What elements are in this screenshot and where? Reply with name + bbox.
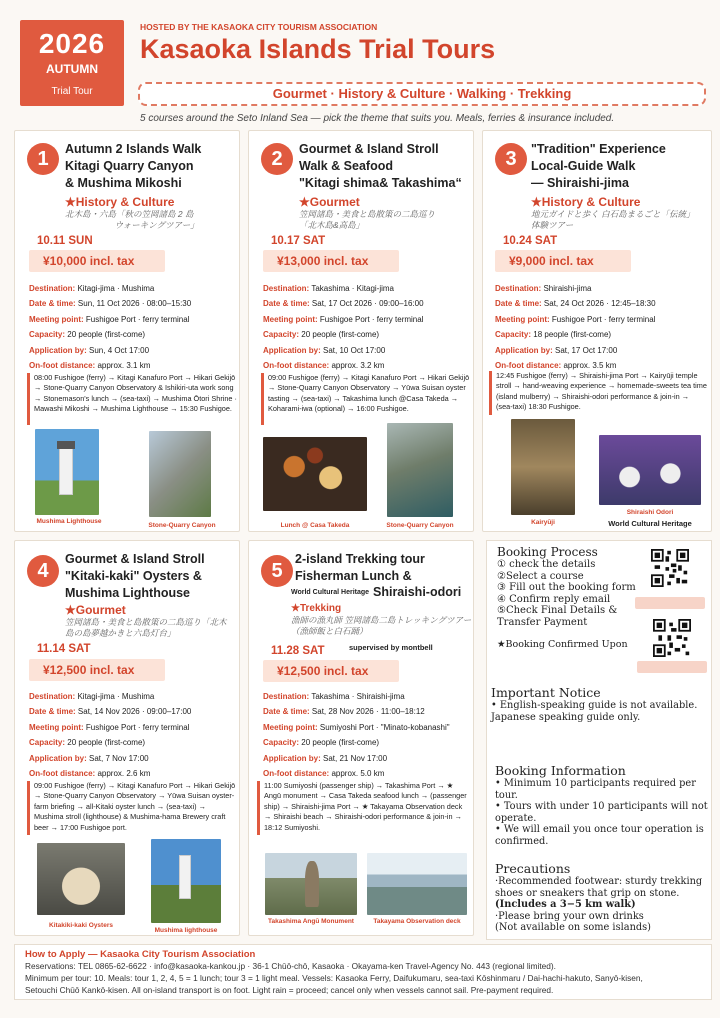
photo-caption: Shiraishi Odori bbox=[626, 509, 674, 516]
photo-caption-heritage: World Cultural Heritage bbox=[608, 519, 692, 528]
precaution-line: shoes or sneakers that grip on stone. bbox=[495, 887, 680, 899]
tour-details bbox=[495, 281, 707, 373]
distance-value: approx. 5.0 km bbox=[331, 769, 385, 779]
tour-title-jp: 笠岡諸島・美食と島散策の二島巡り「北木 島の島夢越かきと六島灯台」 bbox=[65, 617, 227, 638]
application-label: Application by: bbox=[29, 753, 87, 763]
tour-theme: ★Trekking bbox=[291, 603, 342, 614]
capacity-label: Capacity: bbox=[495, 330, 532, 340]
footer-heading: How to Apply — Kasaoka City Tourism Association bbox=[25, 949, 256, 960]
capacity-value: 20 people (first-come) bbox=[67, 738, 146, 748]
tour-number: 1 bbox=[27, 143, 59, 175]
application-value: Sat, 21 Nov 17:00 bbox=[323, 753, 388, 763]
tour-card-5 bbox=[248, 540, 474, 936]
heritage-label: World Cultural Heritage bbox=[291, 589, 370, 596]
theme-bar: Gourmet · History & Culture · Walking · Trekking bbox=[138, 82, 706, 106]
tour-details bbox=[29, 281, 237, 373]
meeting-value: Sumiyoshi Port · "Minato-kobanashi" bbox=[319, 722, 450, 732]
tour-price: ¥13,000 incl. tax bbox=[263, 250, 399, 272]
info-line: tour. bbox=[495, 789, 518, 801]
photo-caption: Takayama Observation deck bbox=[373, 918, 461, 925]
info-line: • We will email you once tour operation is bbox=[495, 824, 704, 836]
tour-itinerary: 12:45 Fushigoe (ferry) → Shiraishi-jima Port → Kairyūji temple stroll → hand-weaving experience → homemade-sweets tea time (island mulberry) → Shiraishi-odori performance & join-in → (sea-taxi) 18:30 Fushigoe. bbox=[489, 371, 707, 415]
precaution-line: ·Recommended footwear: sturdy trekking bbox=[495, 876, 703, 887]
qr-label-bar bbox=[635, 597, 705, 609]
tour-theme: ★History & Culture bbox=[531, 195, 641, 209]
tour-date: 11.28 SAT bbox=[271, 645, 325, 657]
datetime-label: Date & time: bbox=[263, 299, 310, 309]
meeting-value: Fushigoe Port · ferry terminal bbox=[319, 314, 424, 324]
photo-lighthouse-2 bbox=[151, 839, 221, 923]
booking-step: ⑤Check Final Details & bbox=[497, 605, 618, 617]
photo-canyon bbox=[387, 423, 453, 517]
tour-details bbox=[263, 281, 471, 373]
datetime-label: Date & time: bbox=[29, 299, 76, 309]
tour-title-highlight: Shiraishi-odori bbox=[373, 585, 462, 599]
distance-label: On-foot distance: bbox=[29, 361, 96, 371]
datetime-value: Sat, 14 Nov 2026 · 09:00–17:00 bbox=[77, 707, 192, 717]
datetime-value: Sat, 28 Nov 2026 · 11:00–18:12 bbox=[311, 707, 425, 717]
meeting-value: Fushigoe Port · ferry terminal bbox=[85, 722, 190, 732]
meeting-label: Meeting point: bbox=[263, 314, 318, 324]
tour-number: 2 bbox=[261, 143, 293, 175]
booking-step: Transfer Payment bbox=[497, 616, 588, 628]
hosted-by: HOSTED BY THE KASAOKA CITY TOURISM ASSOCIATION bbox=[140, 22, 378, 32]
capacity-label: Capacity: bbox=[263, 738, 300, 748]
capacity-value: 20 people (first-come) bbox=[301, 330, 380, 340]
distance-label: On-foot distance: bbox=[263, 361, 330, 371]
info-line: operate. bbox=[495, 812, 537, 824]
footer-how-to-apply bbox=[14, 944, 712, 1000]
year-label: 2026 bbox=[38, 28, 106, 59]
qr-code-icon[interactable] bbox=[651, 549, 689, 587]
notice-title: Important Notice bbox=[491, 685, 601, 700]
capacity-label: Capacity: bbox=[29, 738, 66, 748]
notice-line: Japanese speaking guide only. bbox=[491, 711, 641, 723]
application-label: Application by: bbox=[263, 753, 321, 763]
footer-reservations: Reservations: TEL 0865-62-6622 · info@kasaoka-kankou.jp · 36-1 Chūō-chō, Kasaoka · Okayama-ken Travel-Agency No. 443 (regional limited). bbox=[25, 961, 556, 971]
page-title: Kasaoka Islands Trial Tours bbox=[140, 34, 496, 64]
info-title: Booking Information bbox=[495, 763, 626, 778]
destination-label: Destination: bbox=[495, 284, 542, 293]
tour-details bbox=[263, 689, 471, 781]
tour-price: ¥9,000 incl. tax bbox=[495, 250, 631, 272]
season-label: AUTUMN bbox=[46, 62, 98, 76]
info-line: • Minimum 10 participants required per bbox=[495, 778, 696, 789]
tour-price: ¥10,000 incl. tax bbox=[29, 250, 165, 272]
tour-date: 11.14 SAT bbox=[37, 643, 91, 655]
photo-monument bbox=[265, 853, 357, 915]
destination-label: Destination: bbox=[263, 692, 310, 701]
distance-label: On-foot distance: bbox=[29, 769, 96, 779]
distance-value: approx. 2.6 km bbox=[97, 769, 151, 779]
datetime-label: Date & time: bbox=[495, 299, 542, 309]
application-value: Sat, 17 Oct 17:00 bbox=[555, 345, 618, 355]
datetime-label: Date & time: bbox=[263, 707, 310, 717]
tour-title-jp: 北木島・六島「秋の笠岡諸島 2 島 ウォーキングツアー」 bbox=[65, 209, 199, 230]
tour-price: ¥12,500 incl. tax bbox=[263, 660, 399, 682]
destination-value: Kitagi-jima · Mushima bbox=[77, 284, 155, 293]
meeting-label: Meeting point: bbox=[263, 722, 318, 732]
tour-title: Gourmet & Island Stroll "Kitaki-kaki" Oysters & Mushima Lighthouse bbox=[65, 552, 205, 600]
tour-theme: ★History & Culture bbox=[65, 195, 175, 209]
datetime-value: Sat, 24 Oct 2026 · 12:45–18:30 bbox=[543, 299, 656, 309]
distance-value: approx. 3.1 km bbox=[97, 361, 151, 371]
tour-title: Autumn 2 Islands Walk Kitagi Quarry Canyon & Mushima Mikoshi bbox=[65, 142, 202, 190]
meeting-value: Fushigoe Port · ferry terminal bbox=[551, 314, 656, 324]
supervised-by: supervised by montbell bbox=[349, 643, 433, 652]
tour-date: 10.17 SAT bbox=[271, 235, 326, 247]
destination-value: Shiraishi-jima bbox=[543, 284, 592, 293]
capacity-value: 20 people (first-come) bbox=[67, 330, 146, 340]
booking-steps bbox=[497, 559, 636, 629]
photo-caption: Stone-Quarry Canyon bbox=[386, 522, 454, 529]
destination-value: Kitagi-jima · Mushima bbox=[77, 692, 155, 701]
footer-notes: Setouchi Chūō Kankō-kisen. All on-island transport is on foot. Light rain = proceed; cancel only when vessels cannot sail. Pre-payment required. bbox=[25, 985, 554, 995]
destination-label: Destination: bbox=[263, 284, 310, 293]
tour-title-jp: 笠岡諸島・美食と島散策の二島巡り 「北木島&高島」 bbox=[299, 209, 436, 230]
application-value: Sat, 7 Nov 17:00 bbox=[89, 753, 149, 763]
tour-card-2 bbox=[248, 130, 474, 532]
booking-step: ②Select a course bbox=[497, 570, 584, 582]
distance-value: approx. 3.5 km bbox=[563, 361, 617, 371]
destination-value: Takashima · Shiraishi-jima bbox=[311, 692, 405, 701]
meeting-label: Meeting point: bbox=[29, 314, 84, 324]
capacity-value: 18 people (first-come) bbox=[533, 330, 612, 340]
tour-itinerary: 08:00 Fushigoe (ferry) → Kitagi Kanafuro Port → Hikari Gekijō → Stone-Quarry Canyon Observatory & Ishikiri-uta work song → Stonemason's lunch → (sea-taxi) → Mushima Ōtori Shrine · Mawashi Mikoshi → Mushima Lighthouse → 15:30 Fushigoe. bbox=[27, 373, 237, 425]
application-value: Sat, 10 Oct 17:00 bbox=[323, 345, 386, 355]
precautions bbox=[495, 861, 709, 934]
tour-number: 3 bbox=[495, 143, 527, 175]
datetime-label: Date & time: bbox=[29, 707, 76, 717]
info-panel bbox=[486, 540, 712, 940]
photo-caption: Mushima lighthouse bbox=[154, 927, 218, 934]
meeting-label: Meeting point: bbox=[495, 314, 550, 324]
tour-date: 10.24 SAT bbox=[503, 235, 558, 247]
photo-caption: Takashima Angū Monument bbox=[268, 918, 354, 925]
booking-information bbox=[495, 763, 709, 848]
tour-number: 5 bbox=[261, 555, 293, 587]
capacity-label: Capacity: bbox=[263, 330, 300, 340]
precaution-line: ·Please bring your own drinks bbox=[495, 910, 644, 922]
tour-title: "Tradition" Experience Local-Guide Walk — Shiraishi-jima bbox=[531, 142, 666, 190]
info-line: • Tours with under 10 participants will not bbox=[495, 801, 708, 813]
photo-caption: Mushima Lighthouse bbox=[36, 518, 102, 525]
photo-caption: Kitakiki-kaki Oysters bbox=[49, 922, 113, 929]
meeting-value: Fushigoe Port · ferry terminal bbox=[85, 314, 190, 324]
destination-label: Destination: bbox=[29, 692, 76, 701]
photo-oysters bbox=[37, 843, 125, 915]
photo-caption: Kairyūji bbox=[531, 519, 555, 526]
booking-step: ③ Fill out the booking form bbox=[497, 582, 636, 594]
photo-lunch bbox=[263, 437, 367, 511]
qr-code-icon[interactable] bbox=[653, 619, 691, 657]
photo-observation-deck bbox=[367, 853, 467, 915]
distance-label: On-foot distance: bbox=[495, 361, 562, 371]
datetime-value: Sat, 17 Oct 2026 · 09:00–16:00 bbox=[311, 299, 424, 309]
booking-confirmed: ★Booking Confirmed Upon bbox=[497, 639, 628, 650]
capacity-label: Capacity: bbox=[29, 330, 66, 340]
destination-value: Takashima · Kitagi-jima bbox=[311, 284, 395, 293]
tour-title-jp: 漁師の漁丸師 笠岡諸島二島トレッキングツアー （漁師飯と白石踊） bbox=[291, 615, 472, 636]
booking-process-title: Booking Process bbox=[497, 545, 598, 559]
important-notice bbox=[491, 685, 709, 723]
photo-caption: Stone-Quarry Canyon bbox=[148, 522, 216, 529]
tour-date: 10.11 SUN bbox=[37, 235, 93, 247]
precaution-line: (Includes a 3−5 km walk) bbox=[495, 899, 636, 911]
trial-tour-label: Trial Tour bbox=[51, 86, 93, 97]
tour-details bbox=[29, 689, 237, 781]
distance-label: On-foot distance: bbox=[263, 769, 330, 779]
photo-temple bbox=[511, 419, 575, 515]
application-label: Application by: bbox=[263, 345, 321, 355]
photo-odori bbox=[599, 435, 701, 505]
application-label: Application by: bbox=[29, 345, 87, 355]
precautions-title: Precautions bbox=[495, 861, 571, 876]
distance-value: approx. 3.2 km bbox=[331, 361, 385, 371]
application-value: Sun, 4 Oct 17:00 bbox=[89, 345, 150, 355]
info-line: confirmed. bbox=[495, 835, 549, 847]
footer-notes: Minimum per tour: 10. Meals: tour 1, 2, 4, 5 = 1 lunch; tour 3 = 1 light meal. Vessels: Kasaoka Ferry, Daifukumaru, sea-taxi Kōshinmaru / Dai-hachi-hakuto, Sanyō-kisen, bbox=[25, 973, 643, 983]
tour-number: 4 bbox=[27, 555, 59, 587]
tour-theme: ★Gourmet bbox=[65, 603, 126, 617]
photo-lighthouse bbox=[35, 429, 99, 515]
booking-step: ④ Confirm reply email bbox=[497, 593, 611, 605]
tour-card-3 bbox=[482, 130, 712, 532]
tagline: 5 courses around the Seto Inland Sea — pick the theme that suits you. Meals, ferries & insurance included. bbox=[140, 113, 615, 124]
notice-line: • English-speaking guide is not available. bbox=[491, 700, 698, 711]
tour-itinerary: 11:00 Sumiyoshi (passenger ship) → Takashima Port → ★ Angū monument → Casa Takeda seafood lunch → (passenger ship) → Shiraishi-jima Port → ★ Takayama Observation deck → Shiraishi beach → Shiraishi-odori performance & join-in → 18:12 Sumiyoshi. bbox=[257, 781, 471, 835]
tour-title: Gourmet & Island Stroll Walk & Seafood "Kitagi shima& Takashima“ bbox=[299, 142, 462, 190]
tour-title: 2-island Trekking tour Fisherman Lunch & bbox=[295, 552, 425, 583]
photo-caption: Lunch @ Casa Takeda bbox=[280, 522, 350, 529]
precaution-line: (Not available on some islands) bbox=[495, 922, 651, 934]
meeting-label: Meeting point: bbox=[29, 722, 84, 732]
destination-label: Destination: bbox=[29, 284, 76, 293]
year-badge bbox=[20, 20, 124, 106]
application-label: Application by: bbox=[495, 345, 553, 355]
capacity-value: 20 people (first-come) bbox=[301, 738, 380, 748]
tour-card-1 bbox=[14, 130, 240, 532]
tour-itinerary: 09:00 Fushigoe (ferry) → Kitagi Kanafuro Port → Hikari Gekijō → Stone-Quarry Canyon Observatory → Yūwa Suisan oyster-farm briefing → all-Kitaki oyster lunch → (sea-taxi) → Mushima stroll (lighthouse) & Mushima-hama Brewery craft beer → 17:00 Fushigoe port. bbox=[27, 781, 237, 835]
tour-title-jp: 地元ガイドと歩く 白石島まるごと「伝統」 体験ツアー bbox=[531, 209, 695, 230]
tour-theme: ★Gourmet bbox=[299, 195, 360, 209]
qr-label-bar bbox=[637, 661, 707, 673]
booking-step: ① check the details bbox=[497, 559, 596, 570]
photo-quarry bbox=[149, 431, 211, 517]
tour-price: ¥12,500 incl. tax bbox=[29, 659, 165, 681]
tour-card-4 bbox=[14, 540, 240, 936]
tour-itinerary: 09:00 Fushigoe (ferry) → Kitagi Kanafuro Port → Hikari Gekijō → Stone-Quarry Canyon Observatory → Yūwa Suisan oyster tasting → (sea-taxi) → Takashima lunch @Casa Takeda → Koharami-iwa (optional) → 16:00 Fushigoe. bbox=[261, 373, 471, 425]
datetime-value: Sun, 11 Oct 2026 · 08:00–15:30 bbox=[77, 299, 192, 309]
